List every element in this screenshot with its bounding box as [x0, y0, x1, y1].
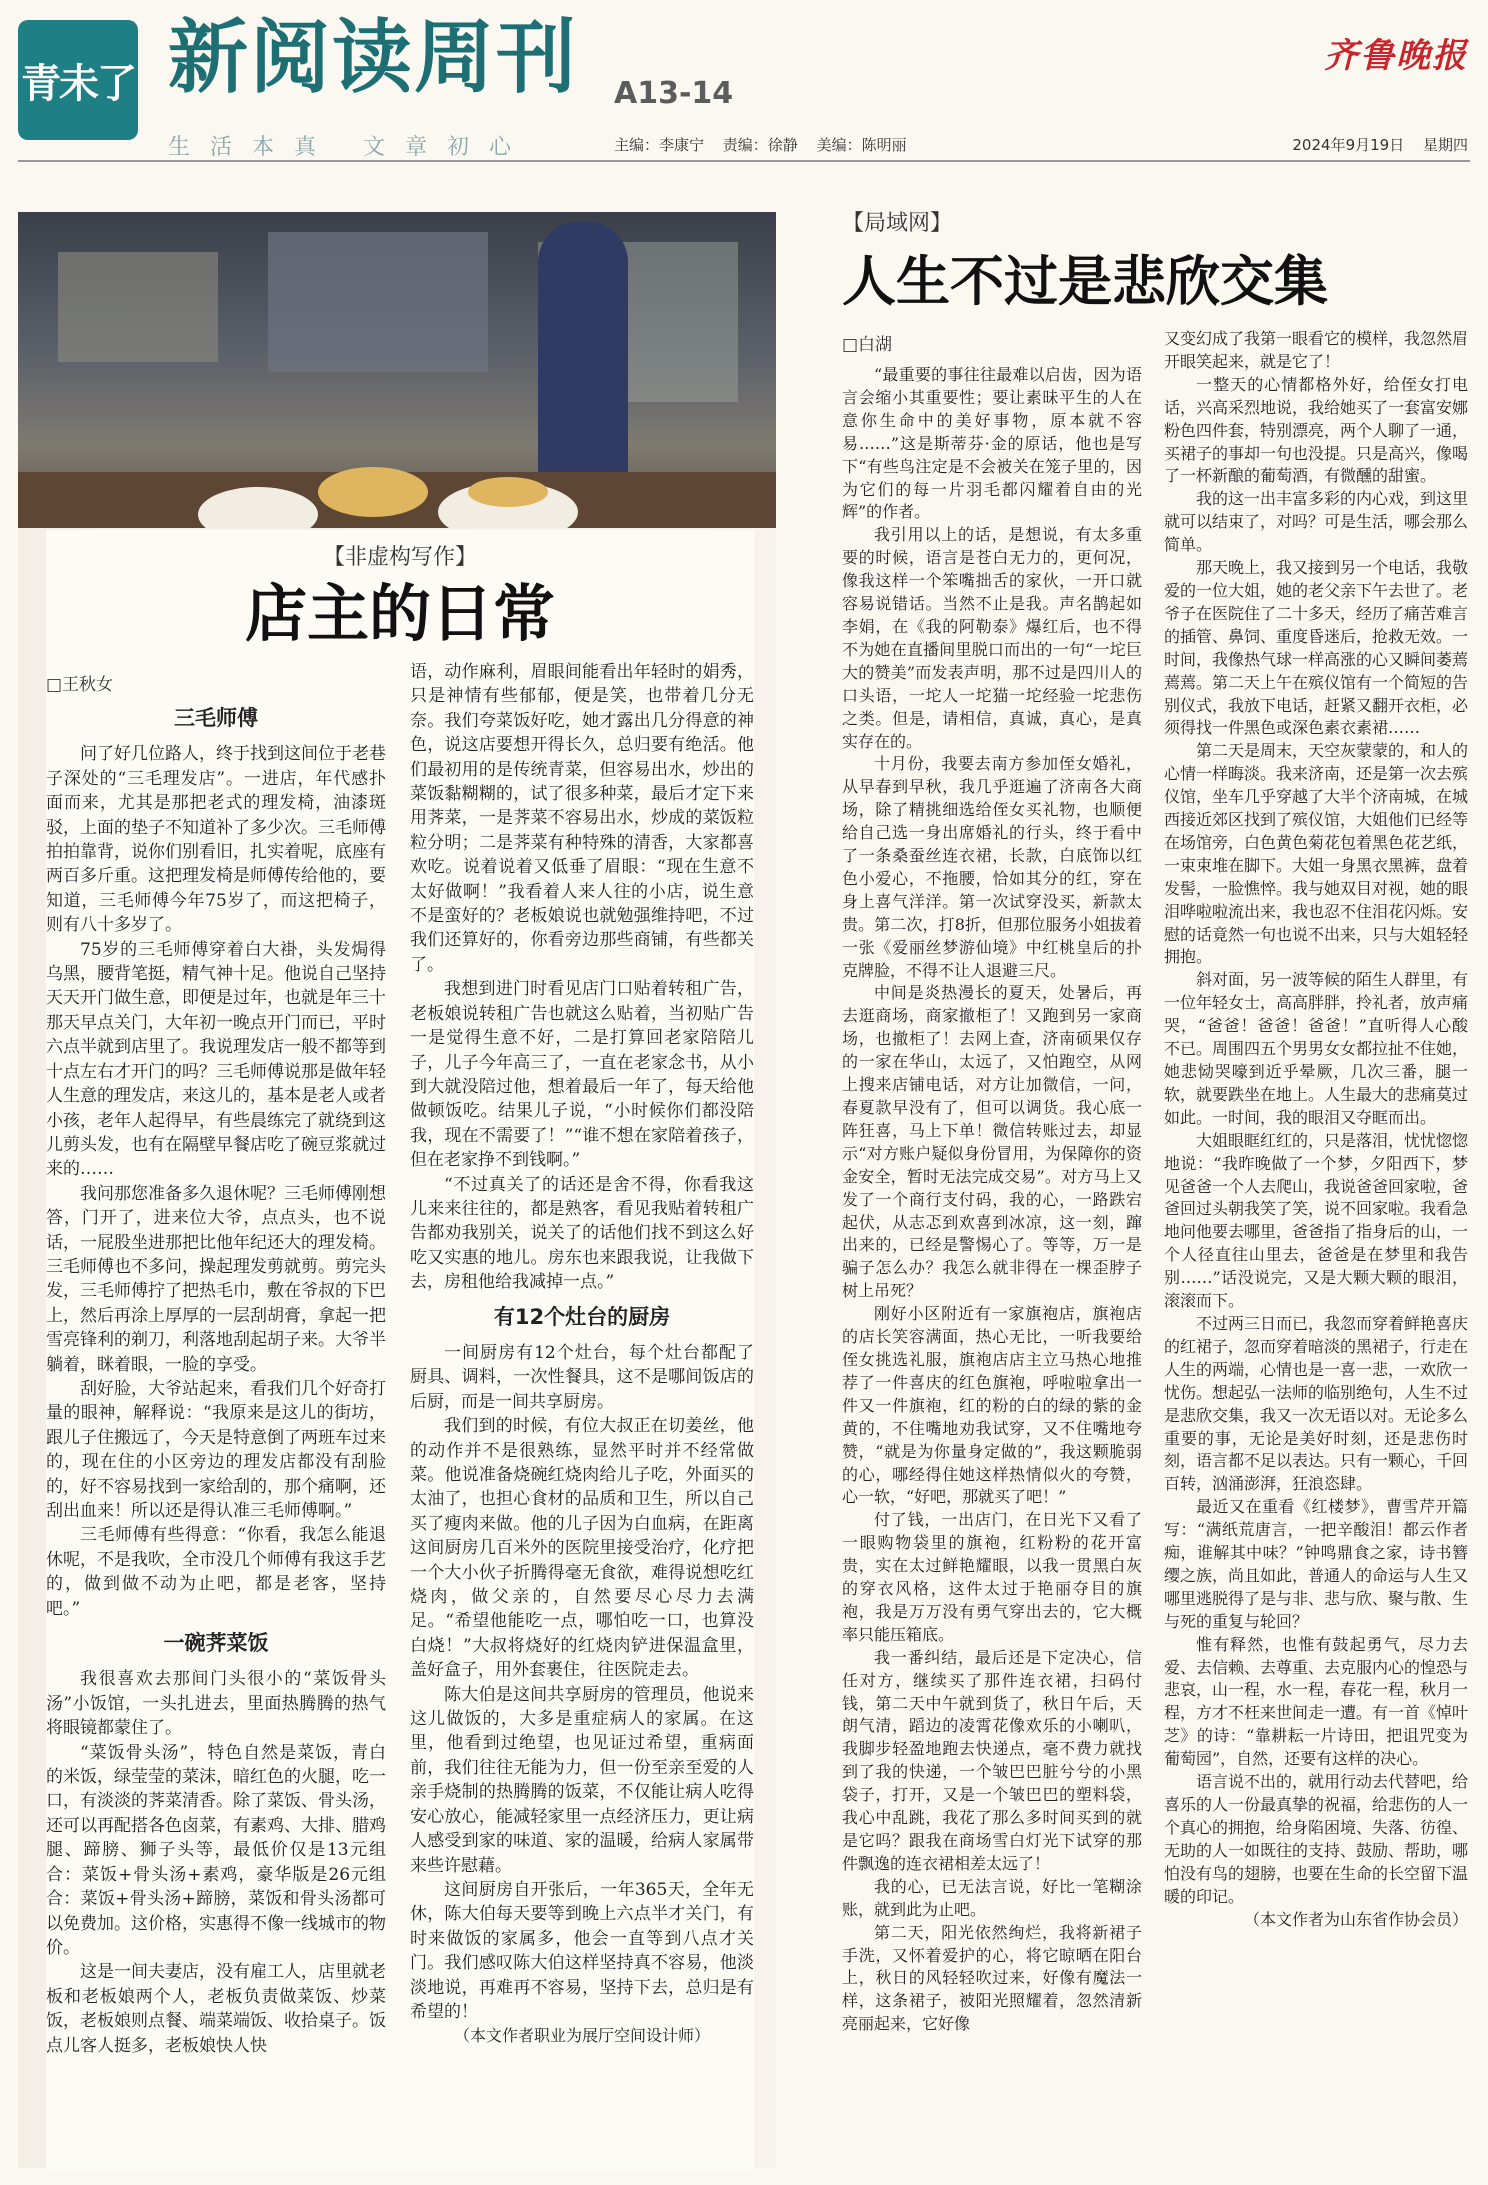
paragraph: “最重要的事往往最难以启齿，因为语言会缩小其重要性；要让素昧平生的人在意你生命中的美好事物，原本就不容易……”这是斯蒂芬·金的原话，他也是写下“有些鸟注定是不会被关在笼子里的，因为它们的每一片羽毛都闪耀着自由的光辉”的作者。	[842, 365, 1142, 522]
paragraph: 这是一间夫妻店，没有雇工人，店里就老板和老板娘两个人，老板负责做菜饭、炒菜饭，老板娘则点餐、端菜端饭、收拾桌子。饭点儿客人挺多，老板娘快人快	[46, 1962, 386, 2056]
paragraph: 不过两三日而已，我忽而穿着鲜艳喜庆的红裙子，忽而穿着暗淡的黑裙子，行走在人生的两端，心情也是一喜一悲，一欢欣一忧伤。想起弘一法师的临别绝句，人生不过是悲欣交集，我又一次无语以对。无论多么重要的事，无论是美好时刻，还是悲伤时刻，语言都不足以表达。只有一颗心，千回百转，汹涌澎湃，狂浪恣肆。	[1164, 1313, 1469, 1494]
paragraph: 我想到进门时看见店门口贴着转租广告，老板娘说转租广告也就这么贴着，当初贴广告一是觉得生意不好，二是打算回老家陪陪儿子，儿子今年高三了，一直在老家念书，从小到大就没陪过他，想着最后一年了，每天给他做顿饭吃。结果儿子说，“小时候你们都没陪我，现在不需要了！”“谁不想在家陪着孩子，但在老家挣不到钱啊。”	[410, 979, 754, 1171]
author-byline-right: □白湖	[842, 335, 893, 355]
paragraph: 十月份，我要去南方参加侄女婚礼，从早春到早秋，我几乎逛遍了济南各大商场，除了精挑细选给侄女买礼物，也顺便给自己选一身出席婚礼的行头，终于看中了一条桑蚕丝连衣裙，长款，白底饰以红色小爱心，不拖腰，恰如其分的红，穿在身上喜气洋洋。第一次试穿没买，新款太贵。第二次，打8折，但那位服务小姐拔着一张《爱丽丝梦游仙境》中红桃皇后的扑克牌脸，不得不让人退避三尺。	[842, 754, 1142, 980]
issue-date	[1278, 134, 1468, 155]
duty-editor: 责编：徐静	[722, 136, 798, 154]
article-title: 店主的日常	[244, 577, 555, 650]
paragraph: 刚好小区附近有一家旗袍店，旗袍店的店长笑容满面，热心无比，一听我要给侄女挑选礼服，旗袍店店主立马热心地推荐了一件喜庆的红色旗袍，呼啦啦拿出一件又一件旗袍，红的粉的白的绿的紫的金黄的，不住嘴地劝我试穿，又不住嘴地夸赞，“就是为你量身定做的”，我这颗脆弱的心，哪经得住她这样热情似火的夸赞，心一软，“好吧，那就买了吧！”	[842, 1304, 1142, 1507]
paragraph: 语言说不出的，就用行动去代替吧，给喜乐的人一份最真挚的祝福，给悲伤的人一个真心的拥抱，给身陷困境、失落、彷徨、无助的人一如既往的支持、鼓励、帮助，哪怕没有鸟的翅膀，也要在生命的长空留下温暖的印记。	[1164, 1772, 1469, 1906]
paragraph: 那天晚上，我又接到另一个电话，我敬爱的一位大姐，她的老父亲下午去世了。老爷子在医院住了二十多天，经历了痛苦难言的插管、鼻饲、重度昏迷后，抢救无效。一时间，我像热气球一样高涨的心又瞬间萎蔫蔫蔫。第二天上午在殡仪馆有一个简短的告别仪式，我放下电话，赶紧又翻开衣柜，必须得找一件黑色或深色素衣素裙……	[1164, 558, 1469, 738]
person-figure	[538, 222, 628, 472]
author-byline: □王秋女	[46, 675, 114, 695]
masthead	[0, 0, 1488, 160]
editor-credits	[614, 134, 921, 155]
subheading-3: 有12个灶台的厨房	[493, 1304, 671, 1329]
paragraph: 我问那您准备多久退休呢？三毛师傅刚想答，门开了，进来位大爷，点点头，也不说话，一屁股坐进那把比他年纪还大的理发椅。三毛师傅也不多问，操起理发剪就剪。剪完头发，三毛师傅拧了把热毛巾，敷在爷叔的下巴上，然后再涂上厚厚的一层刮胡膏，拿起一把雪亮锋利的剃刀，利落地刮起胡子来。大爷半躺着，眯着眼，一脸的享受。	[46, 1183, 386, 1375]
section-title: 新阅读周刊	[168, 11, 578, 104]
article-panel	[46, 530, 754, 2170]
paragraph: 陈大伯是这间共享厨房的管理员，他说来这儿做饭的，大多是重症病人的家属。在这里，他看到过绝望，也见证过希望，重病面前，我们往往无能为力，但一份至亲至爱的人亲手烧制的热腾腾的饭菜，不仅能让病人吃得安心放心，能减轻家里一点经济压力，更让病人感受到家的味道、家的温暖，给病人家属带来些许慰藉。	[410, 1684, 754, 1876]
paragraph: 又变幻成了我第一眼看它的模样，我忽然眉开眼笑起来，就是它了！	[1164, 329, 1469, 371]
paragraph: 我一番纠结，最后还是下定决心，信任对方，继续买了那件连衣裙，扫码付钱，第二天中午就到货了，秋日午后，天朗气清，蹈边的凌霄花像欢乐的小喇叭，我脚步轻盈地跑去快递点，毫不费力就找到了我的快递，一个皱巴巴脏兮兮的小黑袋子，打开，又是一个皱巴巴的塑料袋，我心中乱跳，我花了那么多时间买到的就是它吗？跟我在商场雪白灯光下试穿的那件飘逸的连衣裙相差太远了！	[842, 1647, 1142, 1873]
paragraph: “不过真关了的话还是舍不得，你看我这儿来来往往的，都是熟客，看见我贴着转租广告都劝我别关，说关了的话他们找不到这么好吃又实惠的地儿。房东也来跟我说，让我做下去，房租他给我减掉一点。”	[410, 1174, 754, 1293]
page-number: A13-14	[614, 76, 734, 111]
article-column-3	[842, 364, 1142, 2036]
paragraph: 第二天，阳光依然绚烂，我将新裙子手洗，又怀着爱护的心，将它晾晒在阳台上，秋日的风轻轻吹过来，好像有魔法一样，这条裙子，被阳光照耀着，忽然清新亮丽起来，它好像	[842, 1922, 1142, 2034]
paragraph: 刮好脸，大爷站起来，看我们几个好奇打量的眼神，解释说：“我原来是这儿的街坊，跟儿子住搬远了，今天是特意倒了两班车过来的，现在住的小区旁边的理发店都没有刮脸的，好不容易找到一家给刮的，那个痛啊，还刮出血来！所以还是得认准三毛师傅啊。”	[46, 1378, 386, 1521]
subheading-1: 三毛师傅	[174, 706, 258, 730]
paragraph: 一整天的心情都格外好，给侄女打电话，兴高采烈地说，我给她买了一套富安娜粉色四件套，特别漂亮，两个人聊了一通，买裙子的事却一句也没提。只是高兴，像喝了一杯新酿的葡萄酒，有微醺的甜蜜。	[1164, 374, 1469, 486]
paragraph: 我很喜欢去那间门头很小的“菜饭骨头汤”小饭馆，一头扎进去，里面热腾腾的热气将眼镜都蒙住了。	[46, 1669, 386, 1739]
chief-editor: 主编：李康宁	[614, 136, 705, 154]
paragraph: 我引用以上的话，是想说，有太多重要的时候，语言是苍白无力的，更何况，像我这样一个笨嘴拙舌的家伙，一开口就容易说错话。当然不止是我。声名鹊起如李娟，在《我的阿勒泰》爆红后，也不得不为她在直播间里脱口而出的一句“一坨巨大的赞美”而发表声明，那不过是四川人的口头语，一坨人一坨猫一坨经验一坨悲伤之类。但是，请相信，真诚，真心，是真实存在的。	[842, 525, 1142, 751]
subheading-2: 一碗荠菜饭	[163, 1631, 269, 1656]
paragraph: 大姐眼眶红红的，只是落泪，忧忧惚惚地说：“我昨晚做了一个梦，夕阳西下，梦见爸爸一个人去爬山，我说爸爸回家啦，爸爸回过头朝我笑了笑，说不回家啦。我看急地问他要去哪里，爸爸指了指身后的山，一个人径直往山里去，爸爸是在梦里和我告别……”话没说完，又是大颗大颗的眼泪，滚滚而下。	[1164, 1130, 1469, 1311]
paragraph: 这间厨房自开张后，一年365天，全年无休，陈大伯每天要等到晚上六点半才关门，有时来做饭的家属多，他会一直等到八点才关门。我们感叹陈大伯这样坚持真不容易，他淡淡地说，再难再不容易，坚持下去，总归是有希望的！	[410, 1879, 754, 2022]
column-logo: 青未了	[18, 20, 138, 140]
paragraph: 语，动作麻利，眉眼间能看出年轻时的娟秀，只是神情有些郁郁，便是笑，也带着几分无奈。我们夸菜饭好吃，她才露出几分得意的神色，说这店要想开得长久，总归要有绝活。他们最初用的是传统青菜，但容易出水，炒出的菜饭黏糊糊的，试了很多种菜，最后才定下来用荠菜，一是荠菜不容易出水，炒成的菜饭粒粒分明；二是荠菜有种特殊的清香，大家都喜欢吃。说着说着又低垂了眉眼：“现在生意不太好做啊！”我看着人来人往的小店，说生意不是蛮好的？老板娘说也就勉强维持吧，不过我们还算好的，你看旁边那些商铺，有些都关了。	[410, 662, 754, 975]
paragraph: 一间厨房有12个灶台，每个灶台都配了厨具、调料，一次性餐具，这不是哪间饭店的后厨，而是一间共享厨房。	[410, 1342, 754, 1412]
paragraph: 惟有释然，也惟有鼓起勇气，尽力去爱、去信赖、去尊重、去克服内心的惶恐与悲哀，山一程，水一程，春花一程，秋月一程，方才不枉来世间走一遭。有一首《悼叶芝》的诗：“靠耕耘一片诗田，把诅咒变为葡萄园”，自然，还要有这样的决心。	[1164, 1634, 1469, 1769]
paragraph: 三毛师傅有些得意：“你看，我怎么能退休呢，不是我吹，全市没几个师傅有我这手艺的，做到做不动为止吧，都是老客，坚持吧。”	[46, 1525, 386, 1619]
paragraph: 我们到的时候，有位大叔正在切姜丝，他的动作并不是很熟练，显然平时并不经常做菜。他说准备烧碗红烧肉给儿子吃，外面买的太油了，也担心食材的品质和卫生，所以自己买了瘦肉来做。他的儿子因为白血病，在距离这间厨房几百米外的医院里接受治疗，化疗把一个大小伙子折腾得毫无食欲，难得说想吃红烧肉，做父亲的，自然要尽心尽力去满足。“希望他能吃一点，哪怕吃一口，也算没白烧！”大叔将烧好的红烧肉铲进保温盒里，盖好盒子，用外套裹住，往医院走去。	[410, 1416, 754, 1681]
section-slogan: 生活本真 文章初心	[168, 135, 531, 160]
paragraph: “菜饭骨头汤”，特色自然是菜饭，青白的米饭，绿莹莹的菜沫，暗红色的火腿，吃一口，有淡淡的荠菜清香。除了菜饭、骨头汤，还可以再配搭各色卤菜，有素鸡、大排、腊鸡腿、蹄膀、狮子头等，最低价仅是13元组合：菜饭+骨头汤+素鸡，豪华版是26元组合：菜饭+骨头汤+蹄膀，菜饭和骨头汤都可以免费加。这价格，实惠得不像一线城市的物价。	[46, 1742, 386, 1958]
masthead-divider	[18, 160, 1470, 162]
article-column-2	[410, 660, 754, 2049]
weekday-text: 星期四	[1422, 136, 1468, 154]
newspaper-brand-logo: 齐鲁晚报	[1324, 36, 1468, 76]
article-column-1	[46, 696, 386, 2058]
art-editor: 美编：陈明丽	[816, 136, 907, 154]
paragraph: 问了好几位路人，终于找到这间位于老巷子深处的“三毛理发店”。一进店，年代感扑面而来，尤其是那把老式的理发椅，油漆斑驳，上面的垫子不知道补了多少次。三毛师傅拍拍靠背，说你们别看旧，扎实着呢，底座有两百多斤重。这把理发椅是师傅传给他的，要知道，三毛师傅今年75岁了，而这把椅子，则有八十多岁了。	[46, 744, 386, 936]
paragraph: 75岁的三毛师傅穿着白大褂，头发焗得乌黑，腰背笔挺，精气神十足。他说自己坚持天天开门做生意，即便是过年，也就是年三十那天早点关门，大年初一晚点开门而已，平时六点半就到店里了。我说理发店一般不都等到十点左右才开门的吗？三毛师傅说那是做年轻人生意的理发店，来这儿的，基本是老人或者小孩，老年人起得早，有些晨练完了就绕到这儿剪头发，也有在隔壁早餐店吃了碗豆浆就过来的……	[46, 939, 386, 1180]
column-rubric: 【非虚构写作】	[322, 545, 477, 570]
paragraph: 斜对面，另一波等候的陌生人群里，有一位年轻女士，高高胖胖，拎礼者，放声痛哭，“爸爸！爸爸！爸爸！”直听得人心酸不已。周围四五个男男女女都拉扯不住她，她悲恸哭嚎到近乎晕厥，几次三番，腿一软，就要跌坐在地上。人生最大的悲痛莫过如此。一时间，我的眼泪又夺眶而出。	[1164, 970, 1469, 1127]
article-column-4	[1164, 328, 1468, 1931]
paragraph: 最近又在重看《红楼梦》，曹雪芹开篇写：“满纸荒唐言，一把辛酸泪！都云作者痴，谁解其中味？”钟鸣鼎食之家，诗书簪缨之族，尚且如此，普通人的命运与人生又哪里逃脱得了是与非、悲与欣、聚与散、生与死的重复与轮回？	[1164, 1497, 1469, 1631]
paragraph: 付了钱，一出店门，在日光下又看了一眼购物袋里的旗袍，红粉粉的花开富贵，实在太过鲜艳耀眼，以我一贯黑白灰的穿衣风格，这件太过于艳丽夺目的旗袍，我是万万没有勇气穿出去的，它大概率只能压箱底。	[842, 1510, 1142, 1644]
paragraph: 中间是炎热漫长的夏天，处暑后，再去逛商场，商家撤柜了！又跑到另一家商场，也撤柜了！去网上查，济南硕果仅存的一家在华山，太远了，又怕跑空，从网上搜来店铺电话，对方让加微信，一问，春夏款早没有了，但可以调货。我心底一阵狂喜，马上下单！微信转账过去，却显示“对方账户疑似身份冒用，为保障你的资金安全，暂时无法完成交易”。对方马上又发了一个商行支付码，我的心，一路跌宕起伏，从志忑到欢喜到冰凉，这一刻，蹿出来的，已经是警惕心了。等等，万一是骗子怎么办？我怎么就非得在一棵歪脖子树上吊死？	[842, 983, 1142, 1301]
author-note-right: （本文作者为山东省作协会员）	[1243, 1909, 1468, 1929]
column-rubric-right: 【局域网】	[842, 211, 953, 236]
article-title-right: 人生不过是悲欣交集	[842, 249, 1328, 313]
author-note: （本文作者职业为展厅空间设计师）	[453, 2026, 710, 2046]
paragraph: 我的心，已无法言说，好比一笔糊涂账，就到此为止吧。	[842, 1876, 1142, 1919]
date-text: 2024年9月19日	[1292, 136, 1405, 154]
paragraph: 我的这一出丰富多彩的内心戏，到这里就可以结束了，对吗？可是生活，哪会那么简单。	[1164, 489, 1469, 555]
paragraph: 第二天是周末，天空灰蒙蒙的，和人的心情一样晦淡。我来济南，还是第一次去殡仪馆，坐车几乎穿越了大半个济南城，在城西接近郊区找到了殡仪馆，大姐他们已经等在场馆旁，白色黄色菊花包着黑色花艺纸，一束束堆在脚下。大姐一身黑衣黑裤，盘着发髻，一脸憔悴。我与她双目对视，她的眼泪哗啦啦流出来，我也忍不住泪花闪烁。安慰的话竟然一句也说不出来，只与大姐轻轻拥抱。	[1164, 741, 1469, 967]
